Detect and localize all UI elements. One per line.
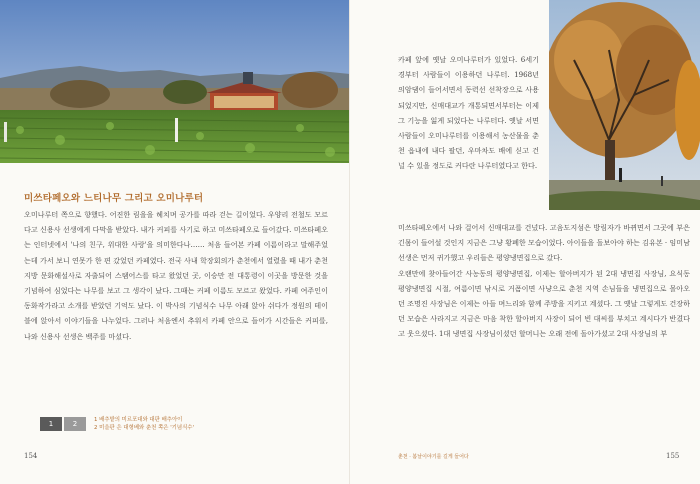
paragraph: 오랜만에 찾아들어간 사농동의 평양냉면집, 이제는 할아버지가 된 2대 냉면집 사장님, 요식동 평양냉면집 시절, 여름이면 낚시로 거폼이면 사냥으로 춘천 지역 손님들을 냉면집으로 몰아오던 조명진 사장님은 이제는 아들 며느리와 함께 주방을 지키고 계셨다. 그 옛날 그렇게도 건장하던 모습은 사라지고 지금은 마음 착한 할아버지 사장이 되어 빈 대씨를 부치고 계시다가 반겼다고 웃으셨다. 1대 냉면집 사장님이셨던 할머니는 오래 전에 돌아가셨고 2대 사장님의 부 bbox=[398, 268, 690, 339]
page-number: 154 bbox=[24, 452, 38, 460]
paragraph: 카페 앞에 옛날 오미나루터가 있었다. 6세기경부터 사람들이 이용하던 나루터. 1968년 의암댐이 들어서면서 동력선 선착장으로 사용되었지만, 신매대교가 개통되면서부터는 이제 그 기능을 잃게 되었다는 나루터다. 옛날 서면 사람들이 오미나루터를 이용해서 농산물을 춘천 읍내에 내다 팔던, 우마차도 배에 싣고 건널 수 있을 정도로 커다란 나루터였다고 한다. bbox=[398, 55, 539, 171]
photo-caption bbox=[40, 416, 194, 432]
paragraph: 미쓰타페오에서 나와 걸어서 신매대교를 건넜다. 고음도지섬은 방림자가 바뀌면서 그곳에 부은 긴몸이 들어설 것인지 지금은 그냥 황폐한 모습이었다. 아이들을 돌보아야 하는 김유본 · 임미남 선생은 먼저 귀가했고 우리들은 평양냉면집으로 갔다. bbox=[398, 223, 690, 263]
tree-photo bbox=[549, 0, 700, 210]
cabbage-field-photo bbox=[0, 0, 350, 163]
caption-line: 1 배추밭의 미르포대와 대판 배추아이 bbox=[94, 417, 183, 423]
left-body-text bbox=[24, 207, 328, 344]
caption-line: 2 미을판 은 대형베와 춘천 쪽은 '기념식수' bbox=[94, 425, 194, 431]
section-heading: 미쓰타페오와 느티나무 그리고 오미나루터 bbox=[24, 193, 204, 204]
caption-number-1: 1 bbox=[40, 417, 62, 431]
running-head: 춘천 · 봄날이야기를 길게 들어다 bbox=[398, 454, 469, 460]
paragraph: 오미나루터 쪽으로 향했다. 어진한 림을을 헤치며 공가를 따라 걷는 길이었다. 우양리 전철도 모르다고 신용사 선생에게 다막을 받았다. 내가 커피를 사기로 하고 미쓰타페오로 들어갔다. 미쓰타페오는 인터넷에서 '나의 친구, 위대한 사랑'을 의미한다나…… 처음 들어본 카페 이름이라고 말해주었는데 가서 보니 연못가 한 편 갔었던 카페였다. 전국 사내 학장회의가 춘천에서 열렸을 때 내가 춘천지방 문화해설사로 자출되어 스탬어스를 타고 왔었던 곳, 이승만 전 대통령이 이곳을 방문한 것을 기념하여 심었다는 나무를 보고 그 생각이 났다. 그때는 커페 이름도 모르고 왔었다. 카페 여주인이 동화작가라고 소개를 받았던 기억도 났다. 이 박사의 기념식수 나무 아래 앉아 쉬다가 정원의 테이블에 앉아서 이야기들을 나누었다. 그러나 처음엔서 추워서 카페 안으로 들어가 시간들은 커피를, 나와 신용사 선생은 백주를 마셨다. bbox=[24, 210, 328, 341]
caption-number-2: 2 bbox=[64, 417, 86, 431]
page-number: 155 bbox=[666, 452, 680, 460]
right-top-text bbox=[398, 52, 539, 174]
caption-text bbox=[94, 416, 194, 432]
right-main-text bbox=[398, 220, 690, 342]
